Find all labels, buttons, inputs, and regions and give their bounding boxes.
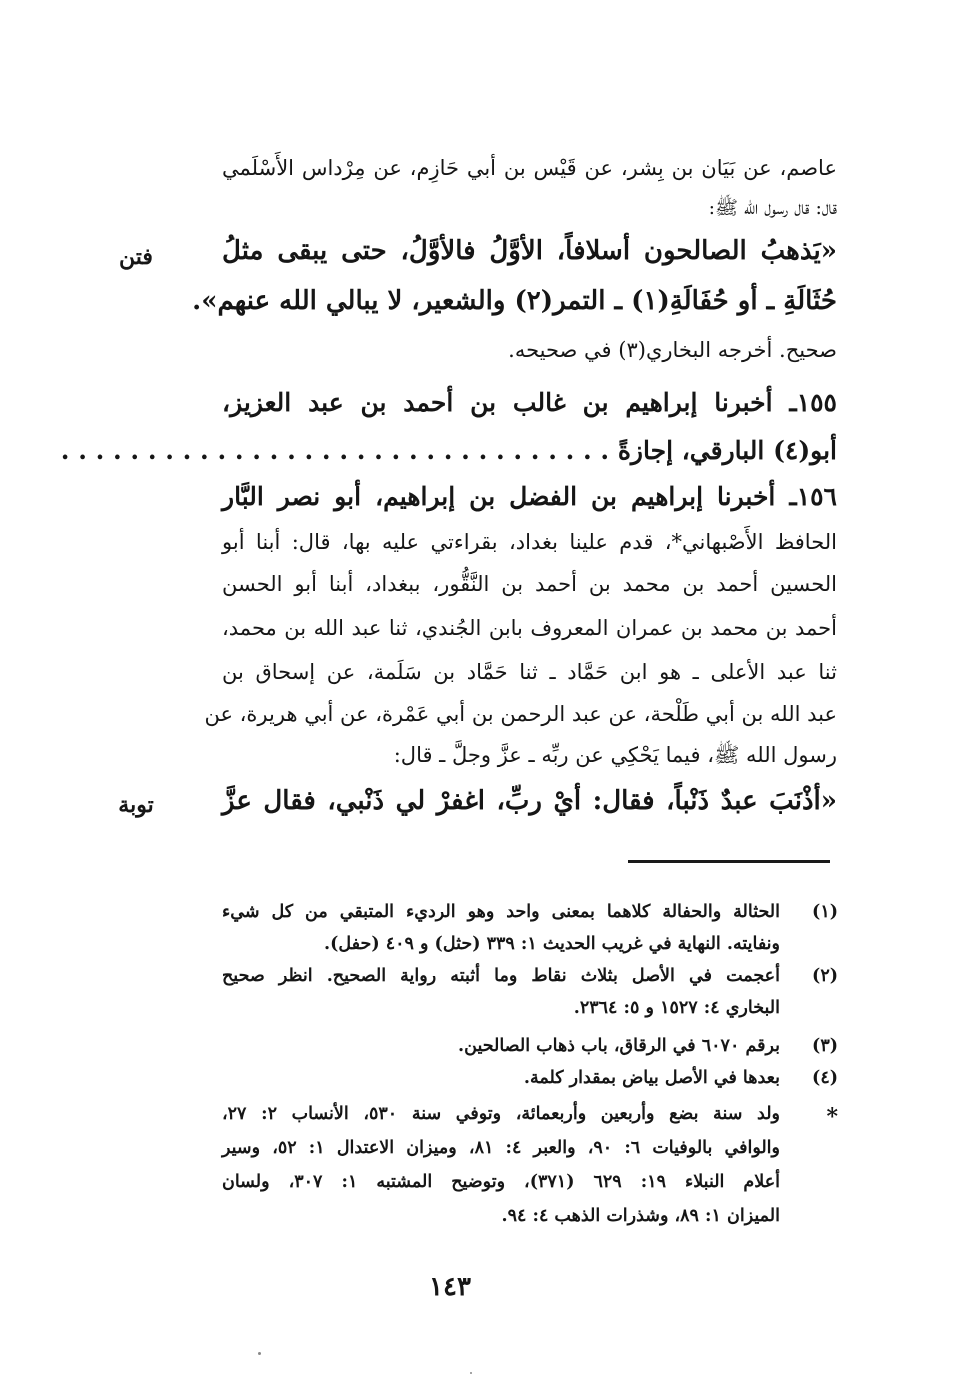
page-number: ١٤٣ [429,1272,471,1302]
hadith-156-line-1: «أذْنَبَ عبدٌ ذَنْباً، فقال: أيْ ربِّ، اغفرْ لي ذَنْبي، فقال عزَّ [222,786,837,816]
text-line-2: قال: قال رسول الله ﷺ: [708,197,837,219]
isnad-line-4: ثنا عبد الأعلى ـ هو ابن حَمَّاد ـ ثنا حَمَّاد بن سَلَمة، عن إسحاق بن [222,660,837,684]
footnote-3-number: (٣) [812,1036,838,1056]
hadith-line-2: حُثَالَةِ ـ أو حُفَالَةِ(١) ـ التمر(٢) والشعير، لا يبالي الله عنهم». [192,286,837,316]
footnote-star-line-4: الميزان ١: ٨٩، وشذرات الذهب ٤: ٩٤. [501,1206,780,1226]
footnote-1-line-2: ونفايته. النهاية في غريب الحديث ١: ٣٣٩ (حثل) و ٤٠٩ (حفل). [324,934,780,954]
footnote-2-line-2: البخاري ٤: ١٥٢٧ و ٥: ٢٣٦٤. [573,998,780,1018]
entry-156-heading: ١٥٦ـ أخبرنا إبراهيم بن الفضل بن إبراهيم، أبو نصر البَّار [222,482,837,511]
entry-155-line-2: أبو(٤) البارقي، إجازةً . . . . . . . . . . . . . . . . . . . . . . . . . . . . . . . . [60,436,837,465]
footnote-star-line-3: أعلام النبلاء ١٩: ٦٢٩ (٣٧١)، وتوضيح المشتبه ١: ٣٠٧، ولسان [222,1172,781,1192]
footnote-3-line-1: برقم ٦٠٧٠ في الرقاق، باب ذهاب الصالحين. [458,1036,780,1056]
scan-speck [470,1372,472,1374]
isnad-line-1: الحافظ الأَصْبهاني*، قدم علينا بغداد، بقراءتي عليه بها، قال: أبنا أبو [222,530,837,554]
footnote-4-line-1: بعدها في الأصل بياض بمقدار كلمة. [523,1068,780,1088]
footnote-star-line-1: ولد سنة بضع وأربعين وأربعمائة، وتوفي سنة ٥٣٠، الأنساب ٢: ٢٧، [222,1104,780,1124]
margin-keyword-fitan: فتن [119,244,153,270]
footnote-1-line-1: الحثالة والحفالة كلاهما بمعنى واحد وهو الرديء المتبقي من كل شيء [222,902,780,922]
scan-speck [258,1352,261,1355]
margin-keyword-tawba: توبة [118,792,154,818]
footnote-1-number: (١) [812,902,838,922]
footnote-4-number: (٤) [812,1068,838,1088]
isnad-line-3: أحمد بن محمد بن عمران المعروف بابن الجُندي، ثنا عبد الله بن محمد، [222,616,837,640]
entry-155-heading: ١٥٥ـ أخبرنا إبراهيم بن غالب بن أحمد بن عبد العزيز، [222,388,837,417]
footnote-2-line-1: أعجمت في الأصل بثلاث نقاط وما أثبته رواية الصحيح. انظر صحيح [222,966,780,986]
footnote-star-line-2: والوافي بالوفيات ٦: ٩٠، والعبر ٤: ٨١، وميزان الاعتدال ١: ٥٢، وسير [222,1138,780,1158]
footnote-star-marker: * [826,1104,838,1130]
footnote-2-number: (٢) [812,966,838,986]
isnad-line-2: الحسين أحمد بن محمد بن أحمد بن النَّقُّور، ببغداد، أبنا أبو الحسن [222,572,837,596]
isnad-line-6: رسول الله ﷺ، فيما يَحْكِي عن ربِّه ـ عزَّ وجلَّ ـ قال: [393,743,837,767]
grading-line: صحيح. أخرجه البخاري(٣) في صحيحه. [508,338,837,362]
footnote-separator [628,860,830,863]
hadith-line-1: «يَذهبُ الصالحون أسلافاً، الأوَّلُ فالأوَّلُ، حتى يبقى مثلُ [222,236,837,266]
text-line-1: عاصم، عن بَيَان بن بِشر، عن قَيْس بن أبي حَازِم، عن مِرْداس الأَسْلَمي [222,156,837,180]
isnad-line-5: عبد الله بن أبي طَلْحة، عن عبد الرحمن بن أبي عَمْرة، عن أبي هريرة، عن [204,702,837,726]
